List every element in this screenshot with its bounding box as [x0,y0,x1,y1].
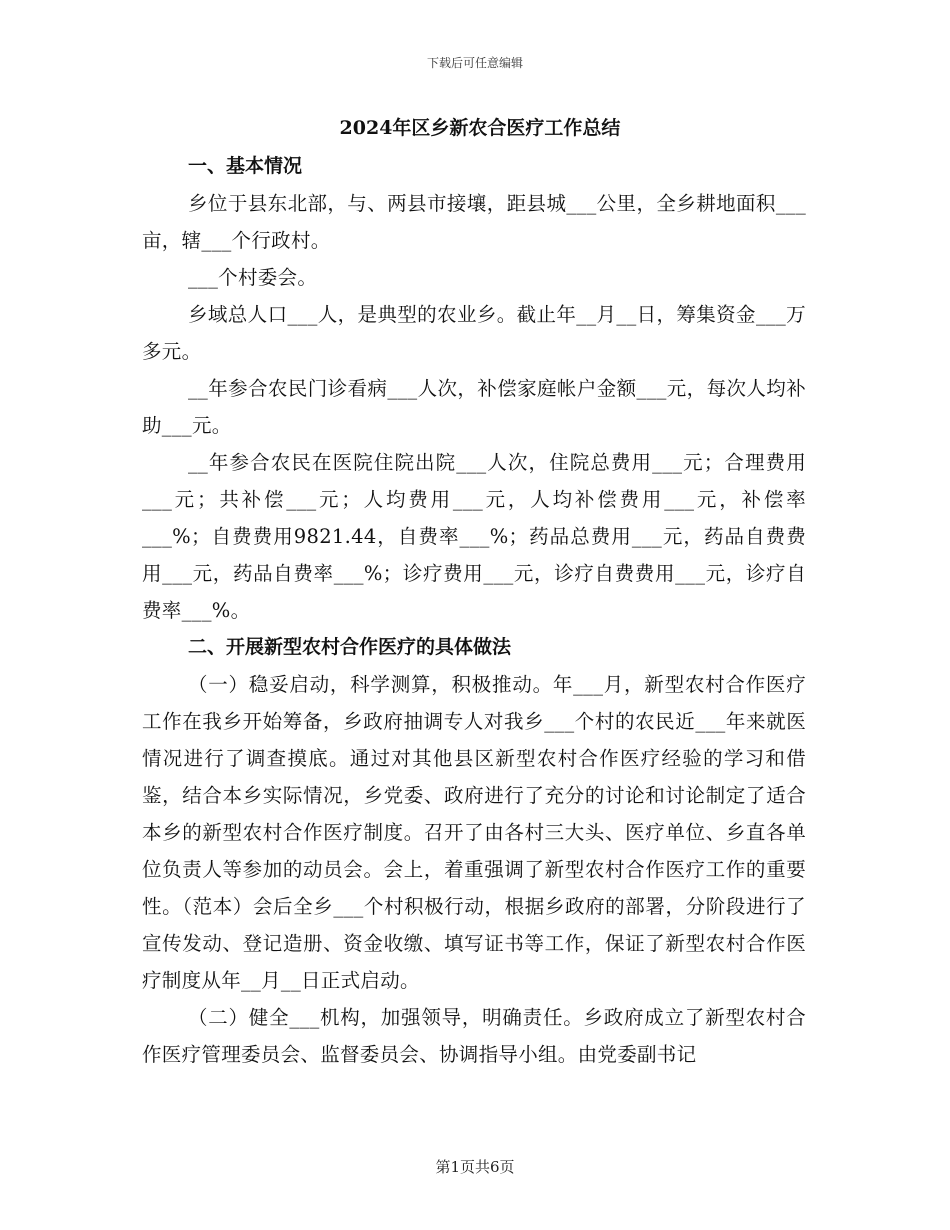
document-body [142,108,806,1073]
paragraph: __年参合农民在医院住院出院___人次，住院总费用___元；合理费用___元；共补偿___元；人均费用___元，人均补偿费用___元，补偿率___%；自费费用9821.44，自费率___%；药品总费用___元，药品自费费用___元，药品自费率___%；诊疗费用___元，诊疗自费费用___元，诊疗自费率___%。 [142,451,806,622]
paragraph: ___个村委会。 [188,266,318,289]
document-title: 2024年区乡新农合医疗工作总结 [339,117,621,139]
page-header-note: 下载后可任意编辑 [426,56,523,70]
paragraph: （二）健全___机构，加强领导，明确责任。乡政府成立了新型农村合作医疗管理委员会、监督委员会、协调指导小组。由党委副书记 [142,1006,806,1066]
page-footer-page-number: 第1页共6页 [435,1158,515,1176]
paragraph: 乡位于县东北部，与、两县市接壤，距县城___公里，全乡耕地面积___亩，辖___个行政村。 [142,192,806,252]
paragraph: __年参合农民门诊看病___人次，补偿家庭帐户金额___元，每次人均补助___元。 [142,377,806,437]
paragraph: 乡域总人口___人，是典型的农业乡。截止年__月__日，筹集资金___万多元。 [142,303,806,363]
section-heading-basic-info: 一、基本情况 [188,155,303,177]
paragraph: （一）稳妥启动，科学测算，积极推动。年___月，新型农村合作医疗工作在我乡开始筹备，乡政府抽调专人对我乡___个村的农民近___年来就医情况进行了调查摸底。通过对其他县区新型农村合作医疗经验的学习和借鉴，结合本乡实际情况，乡党委、政府进行了充分的讨论和讨论制定了适合本乡的新型农村合作医疗制度。召开了由各村三大头、医疗单位、乡直各单位负责人等参加的动员会。会上，着重强调了新型农村合作医疗工作的重要性。（范本）会后全乡___个村积极行动，根据乡政府的部署，分阶段进行了宣传发动、登记造册、资金收缴、填写证书等工作，保证了新型农村合作医疗制度从年__月__日正式启动。 [142,673,806,992]
section-heading-practices: 二、开展新型农村合作医疗的具体做法 [188,636,512,658]
